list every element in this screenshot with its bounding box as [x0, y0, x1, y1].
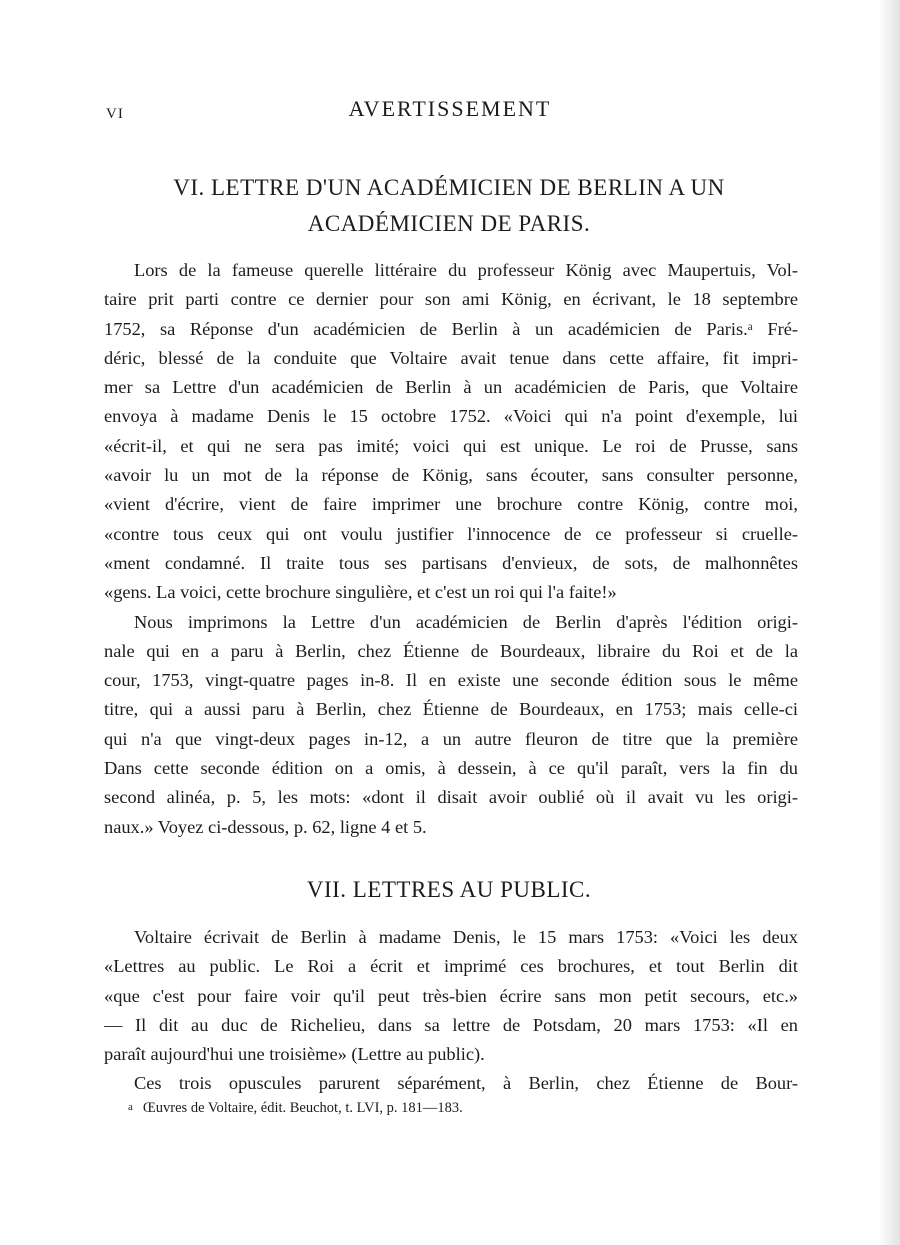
- text-line: Dans cette seconde édition on a omis, à dessein, à ce qu'il paraît, vers la fin du: [104, 758, 798, 779]
- text-line: second alinéa, p. 5, les mots: «dont il disait avoir oublié où il avait vu les origi-: [104, 787, 798, 808]
- text-line: cour, 1753, vingt-quatre pages in-8. Il en existe une seconde édition sous le même: [104, 670, 798, 691]
- text-line: naux.» Voyez ci-dessous, p. 62, ligne 4 et 5.: [104, 816, 427, 837]
- text-line: «contre tous ceux qui ont voulu justifier l'innocence de ce professeur si cruelle-: [104, 523, 798, 544]
- text-line: «ment condamné. Il traite tous ses partisans d'envieux, de sots, de malhonnêtes: [104, 552, 798, 573]
- text-line: Nous imprimons la Lettre d'un académicien de Berlin d'après l'édition origi-: [134, 611, 798, 632]
- text-line: «vient d'écrire, vient de faire imprimer une brochure contre König, contre moi,: [104, 494, 798, 515]
- page-edge-shadow: [878, 0, 900, 1245]
- footnote-text: Œuvres de Voltaire, édit. Beuchot, t. LVI, p. 181—183.: [142, 1100, 463, 1116]
- text-line: «écrit-il, et qui ne sera pas imité; voici qui est unique. Le roi de Prusse, sans: [104, 435, 798, 456]
- text-line: paraît aujourd'hui une troisième» (Lettre au public).: [104, 1044, 485, 1065]
- text-line: — Il dit au duc de Richelieu, dans sa lettre de Potsdam, 20 mars 1753: «Il en: [104, 1014, 798, 1035]
- text-line: déric, blessé de la conduite que Voltaire avait tenue dans cette affaire, fit impri-: [104, 347, 798, 368]
- running-head: AVERTISSEMENT: [348, 96, 552, 121]
- text-line: Ces trois opuscules parurent séparément, à Berlin, chez Étienne de Bour-: [134, 1073, 798, 1094]
- text-line: envoya à madame Denis le 15 octobre 1752. «Voici qui n'a point d'exemple, lui: [104, 406, 798, 427]
- text-line: titre, qui a aussi paru à Berlin, chez Étienne de Bourdeaux, en 1753; mais celle-ci: [104, 699, 798, 720]
- text-line: 1752, sa Réponse d'un académicien de Berlin à un académicien de Paris.ᵃ Fré-: [104, 318, 798, 339]
- text-line: Voltaire écrivait de Berlin à madame Denis, le 15 mars 1753: «Voici les deux: [134, 927, 798, 947]
- text-line: «que c'est pour faire voir qu'il peut très-bien écrire sans mon petit secours, etc.»: [104, 985, 798, 1006]
- text-line: Lors de la fameuse querelle littéraire du professeur König avec Maupertuis, Vol-: [134, 260, 798, 280]
- footnote: [128, 1100, 463, 1117]
- text-line: «gens. La voici, cette brochure singulière, et c'est un roi qui l'a faite!»: [104, 582, 617, 603]
- text-line: nale qui en a paru à Berlin, chez Étienne de Bourdeaux, libraire du Roi et de la: [104, 640, 798, 661]
- text-line: taire prit parti contre ce dernier pour son ami König, en écrivant, le 18 septembre: [104, 289, 798, 310]
- page-number: VI: [106, 106, 124, 122]
- text-line: «Lettres au public. Le Roi a écrit et imprimé ces brochures, et tout Berlin dit: [104, 956, 798, 977]
- section-title-line: ACADÉMICIEN DE PARIS.: [307, 211, 591, 236]
- section-vi-body: [104, 256, 798, 842]
- section-title-vi: [104, 170, 794, 242]
- section-title-line: VI. LETTRE D'UN ACADÉMICIEN DE BERLIN A UN: [173, 175, 725, 200]
- text-line: qui n'a que vingt-deux pages in-12, a un autre fleuron de titre que la première: [104, 728, 798, 749]
- section-vii-body: [104, 923, 798, 1099]
- text-line: mer sa Lettre d'un académicien de Berlin à un académicien de Paris, que Voltaire: [104, 377, 798, 398]
- section-title-vii: VII. LETTRES AU PUBLIC.: [306, 877, 592, 902]
- footnote-mark: a: [128, 1101, 133, 1113]
- text-line: «avoir lu un mot de la réponse de König, sans écouter, sans consulter personne,: [104, 465, 798, 486]
